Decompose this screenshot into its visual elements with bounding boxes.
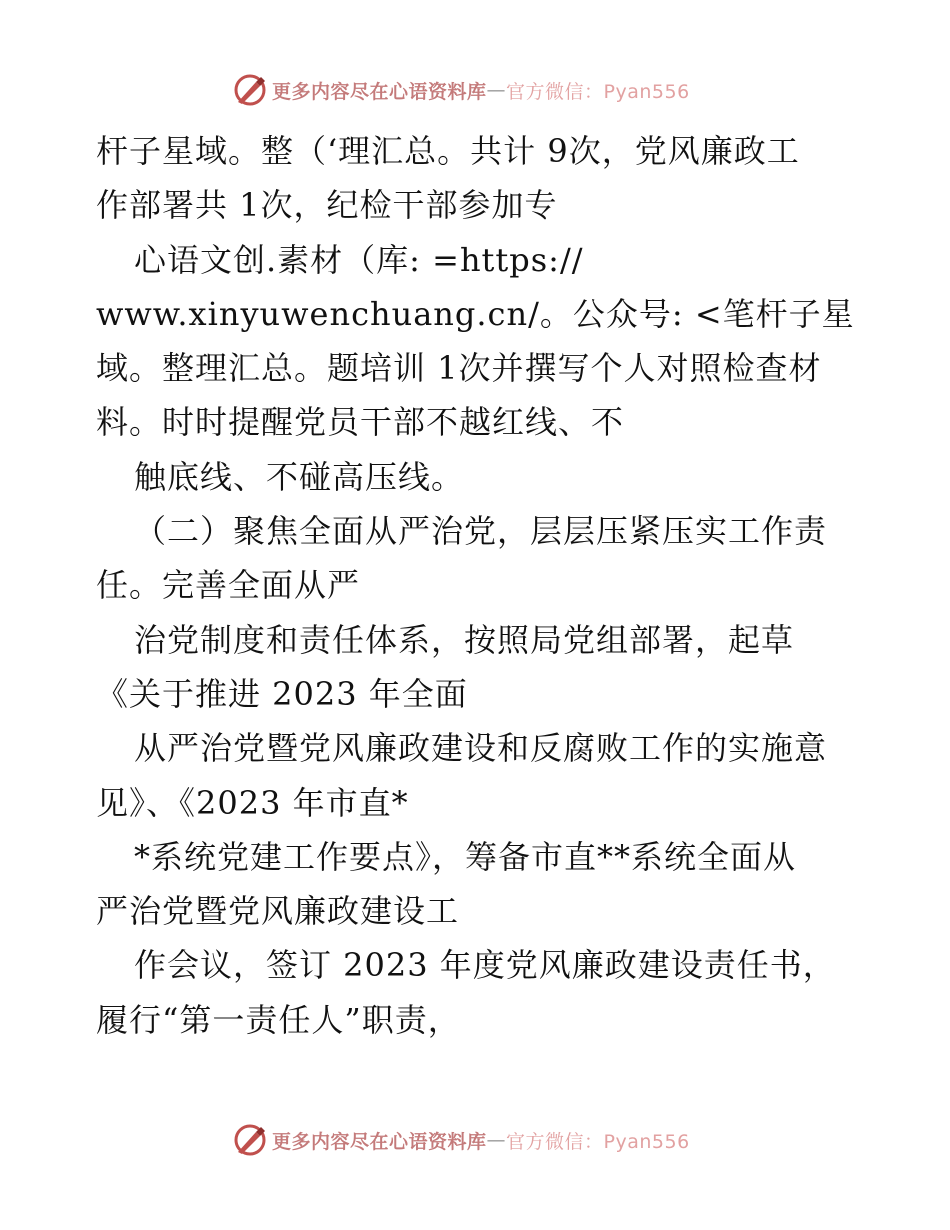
document-body — [96, 124, 886, 1047]
header-banner — [232, 70, 690, 110]
text-line: 杆子星域。整（‘理汇总。共计 9次，党风廉政工 — [96, 132, 800, 170]
text-line: 履行“第一责任人”职责， — [96, 1000, 461, 1039]
banner-main-text: 更多内容尽在心语资料库 — [272, 1130, 487, 1153]
pen-circle-logo-icon — [232, 72, 268, 108]
banner-separator: — — [486, 79, 507, 101]
text-line: 从严治党暨党风廉政建设和反腐败工作的实施意 — [134, 729, 828, 768]
footer-banner — [232, 1120, 690, 1160]
text-line: 严治党暨党风廉政建设工 — [96, 892, 460, 931]
text-line: www.xinyuwenchuang.cn/。公众号: <笔杆子星 — [96, 294, 855, 333]
banner-wechat-text: 官方微信：Pyan556 — [506, 1130, 690, 1153]
banner-wechat-text: 官方微信：Pyan556 — [506, 80, 690, 103]
text-line: 作会议，签订 2023 年度党风廉政建设责任书， — [134, 946, 836, 985]
text-line: 治党制度和责任体系，按照局党组部署，起草 — [134, 620, 795, 659]
section-heading-line: （二）聚焦全面从严治党，层层压紧压实工作责 — [134, 512, 828, 551]
pen-circle-logo-icon — [232, 1122, 268, 1158]
banner-separator: — — [486, 1129, 507, 1151]
text-line: 心语文创.素材（库: =https:// — [134, 240, 584, 279]
text-line: 触底线、不碰高压线。 — [134, 457, 465, 496]
banner-main-text: 更多内容尽在心语资料库 — [272, 80, 487, 103]
text-line: 任。完善全面从严 — [96, 566, 361, 605]
text-line: 作部署共 1次，纪检干部参加专 — [96, 186, 558, 225]
text-line: *系统党建工作要点》，筹备市直**系统全面从 — [134, 837, 797, 876]
text-line: 料。时时提醒党员干部不越红线、不 — [96, 403, 625, 442]
text-line: 见》、《2023 年市直* — [96, 783, 409, 822]
text-line: 域。整理汇总。题培训 1次并撰写个人对照检查材 — [96, 349, 822, 388]
text-line: 《关于推进 2023 年全面 — [96, 674, 468, 713]
